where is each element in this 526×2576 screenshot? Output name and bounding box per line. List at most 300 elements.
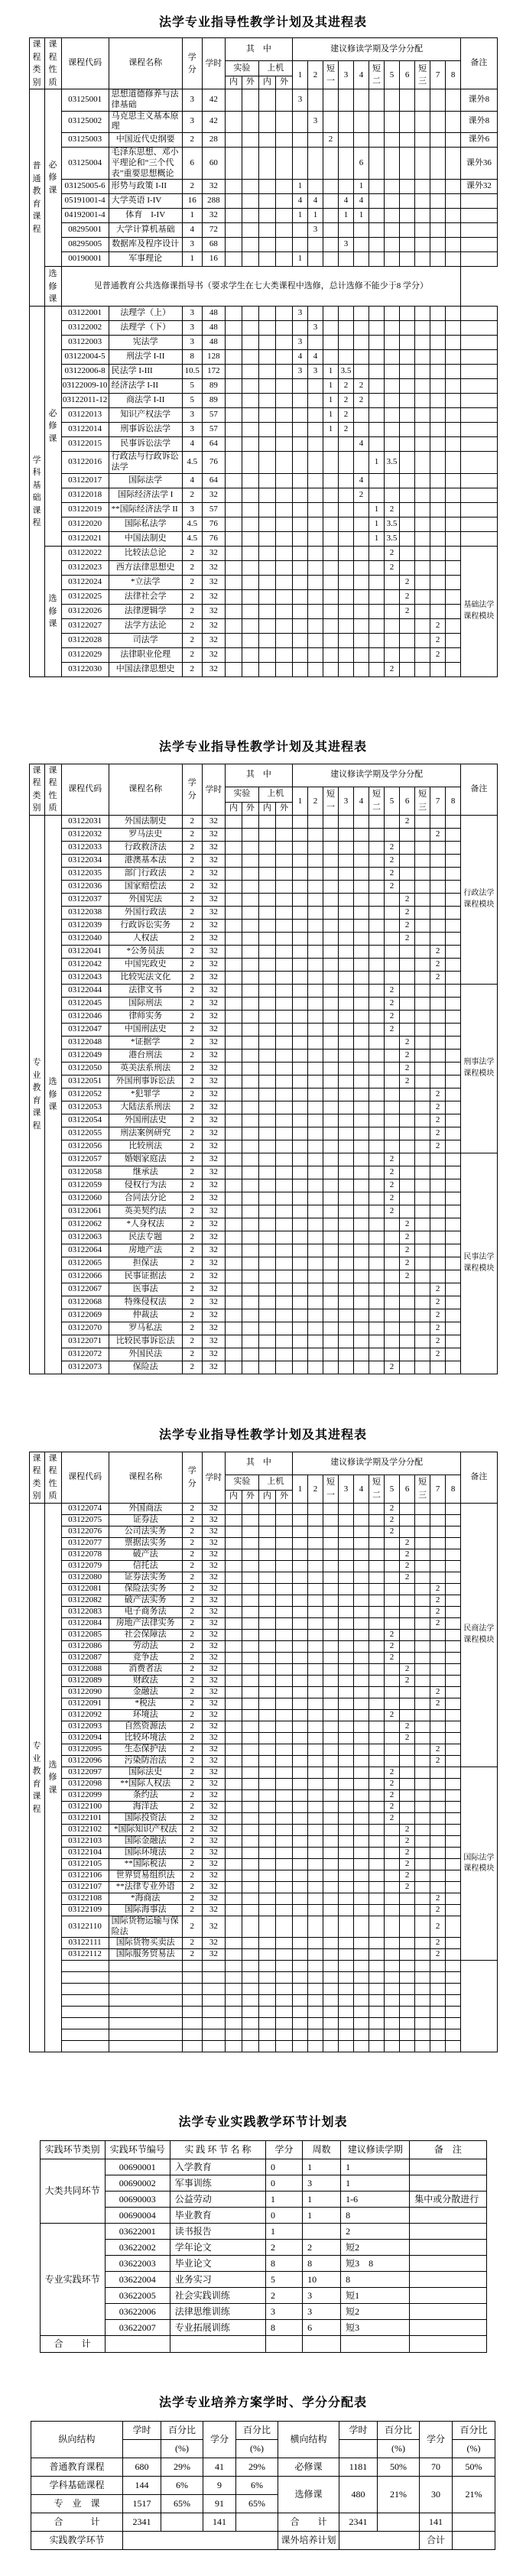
- among-cell: [242, 209, 258, 223]
- sem-credit: 2: [339, 394, 354, 408]
- among-cell: [225, 1205, 242, 1218]
- sem-credit: 1: [369, 531, 385, 546]
- alloc-cell: 1181: [339, 2458, 378, 2477]
- course-code: 08295001: [61, 223, 109, 238]
- sem-credit: [415, 1606, 430, 1617]
- sem-credit: [339, 647, 354, 662]
- among-cell: [225, 1835, 242, 1847]
- course-credits: [182, 1972, 202, 1984]
- alloc-total-cell: 2341: [123, 2513, 161, 2532]
- course-hours: 32: [202, 1767, 225, 1778]
- course-hours: 32: [202, 1744, 225, 1755]
- sem-credit: 2: [385, 1526, 400, 1537]
- sem-credit: [446, 1972, 461, 1984]
- sem-credit: 2: [430, 1893, 446, 1904]
- course-code: 03122083: [61, 1606, 109, 1617]
- course-code: [61, 1972, 109, 1984]
- among-cell: [258, 1652, 275, 1663]
- sem-credit: [292, 618, 307, 633]
- among-cell: [275, 1847, 292, 1858]
- sem-credit: [292, 1166, 307, 1179]
- sem-credit: [385, 1335, 400, 1348]
- sem-credit: [292, 1335, 307, 1348]
- among-cell: [242, 662, 258, 676]
- course-hours: 32: [202, 589, 225, 604]
- among-cell: [258, 1732, 275, 1744]
- sem-credit: [323, 1835, 338, 1847]
- sem-credit: [369, 1881, 385, 1893]
- sem-credit: [339, 437, 354, 452]
- sem-credit: [415, 1870, 430, 1881]
- practice-name: 法律思维训练: [170, 2304, 265, 2320]
- module-remark: 民事法学课程模块: [461, 1153, 497, 1374]
- sem-credit: [400, 133, 415, 148]
- sem-credit: [307, 958, 323, 971]
- sem-credit: [339, 180, 354, 194]
- header-sem-8: 6: [400, 1475, 415, 1503]
- among-cell: [225, 394, 242, 408]
- course-remark: [461, 209, 497, 223]
- sem-credit: [307, 2029, 323, 2041]
- sem-credit: [354, 1847, 369, 1858]
- sem-credit: [323, 1127, 338, 1140]
- sem-credit: [415, 880, 430, 893]
- among-cell: [242, 502, 258, 517]
- sem-credit: [385, 1283, 400, 1296]
- among-cell: [242, 1847, 258, 1858]
- sem-credit: [354, 1801, 369, 1812]
- course-name: [109, 2041, 182, 2052]
- sem-credit: [323, 209, 338, 223]
- course-code: 03122025: [61, 589, 109, 604]
- practice-total-cell: [265, 2336, 302, 2353]
- sem-credit: [369, 194, 385, 209]
- course-hours: 32: [202, 1192, 225, 1205]
- sem-credit: [369, 1088, 385, 1101]
- sem-credit: [354, 1335, 369, 1348]
- sem-credit: [292, 1686, 307, 1698]
- sem-credit: 2: [400, 575, 415, 589]
- sem-credit: [415, 194, 430, 209]
- among-cell: [275, 867, 292, 880]
- sem-credit: [415, 1218, 430, 1231]
- among-cell: [275, 971, 292, 984]
- course-hours: 32: [202, 1629, 225, 1640]
- sem-credit: [415, 1270, 430, 1283]
- course-row: [29, 1663, 497, 1675]
- sem-credit: [400, 1583, 415, 1595]
- sem-credit: [339, 932, 354, 945]
- sem-credit: [385, 2007, 400, 2018]
- course-code: 03122101: [61, 1812, 109, 1824]
- course-name: [109, 1961, 182, 1972]
- course-name: 法律社会学: [109, 589, 182, 604]
- sem-credit: 2: [385, 1023, 400, 1036]
- header-sem-11: 8: [446, 787, 461, 815]
- course-row: [29, 1916, 497, 1938]
- course-remark: [461, 423, 497, 437]
- sem-credit: [446, 1036, 461, 1049]
- sem-credit: [385, 1101, 400, 1114]
- among-cell: [275, 502, 292, 517]
- course-hours: 32: [202, 1617, 225, 1629]
- sem-credit: [292, 854, 307, 867]
- sem-credit: [415, 2018, 430, 2029]
- among-cell: [225, 932, 242, 945]
- sem-credit: [323, 1049, 338, 1062]
- course-row: [29, 1904, 497, 1916]
- sem-credit: [307, 133, 323, 148]
- sem-credit: [446, 1789, 461, 1801]
- sem-credit: [354, 945, 369, 958]
- among-cell: [225, 252, 242, 267]
- alloc-cell: 41: [203, 2458, 236, 2477]
- sem-credit: [385, 1140, 400, 1153]
- sem-credit: [369, 1049, 385, 1062]
- sem-credit: [400, 1010, 415, 1023]
- sem-credit: 4: [307, 194, 323, 209]
- sem-credit: [307, 1270, 323, 1283]
- course-hours: 32: [202, 647, 225, 662]
- course-row: [29, 89, 497, 112]
- sem-credit: [385, 1296, 400, 1309]
- among-cell: [258, 1778, 275, 1789]
- sem-credit: [323, 1335, 338, 1348]
- sem-credit: 2: [430, 828, 446, 841]
- course-code: 03122027: [61, 618, 109, 633]
- sem-credit: [292, 958, 307, 971]
- course-credits: 2: [182, 1166, 202, 1179]
- course-code: 03122033: [61, 841, 109, 854]
- course-nature-label: 选修课: [44, 546, 61, 676]
- sem-credit: [430, 604, 446, 618]
- among-cell: [275, 452, 292, 474]
- sem-credit: [292, 575, 307, 589]
- header-hours: 学时: [202, 764, 225, 815]
- sem-credit: [307, 932, 323, 945]
- among-cell: [225, 1778, 242, 1789]
- sem-credit: [415, 1675, 430, 1686]
- course-hours: 32: [202, 1205, 225, 1218]
- sem-credit: [415, 1767, 430, 1778]
- sem-credit: [292, 531, 307, 546]
- sem-credit: [385, 365, 400, 379]
- sem-credit: [369, 365, 385, 379]
- course-code: 03122103: [61, 1835, 109, 1847]
- sem-credit: [323, 1789, 338, 1801]
- sem-credit: [430, 906, 446, 919]
- among-cell: [258, 423, 275, 437]
- among-cell: [225, 841, 242, 854]
- sem-credit: [369, 1309, 385, 1322]
- among-cell: [242, 2041, 258, 2052]
- sem-credit: 1: [354, 180, 369, 194]
- sem-credit: [292, 1572, 307, 1583]
- course-hours: 32: [202, 633, 225, 647]
- sem-credit: [385, 307, 400, 321]
- sem-credit: [415, 502, 430, 517]
- sem-credit: [430, 89, 446, 112]
- practice-remark: 集中或分散进行: [410, 2192, 486, 2208]
- sem-credit: 2: [400, 815, 415, 828]
- sem-credit: [292, 111, 307, 133]
- sem-credit: [415, 423, 430, 437]
- sem-credit: 2: [339, 379, 354, 394]
- sem-credit: [415, 1858, 430, 1870]
- sem-credit: 2: [400, 1870, 415, 1881]
- sem-credit: 2: [385, 854, 400, 867]
- sem-credit: [446, 906, 461, 919]
- course-hours: [202, 2041, 225, 2052]
- sem-credit: [354, 408, 369, 423]
- among-cell: [275, 1617, 292, 1629]
- sem-credit: [292, 971, 307, 984]
- sem-credit: 3: [292, 365, 307, 379]
- sem-credit: [307, 1606, 323, 1617]
- course-hours: [202, 1995, 225, 2007]
- curriculum-table-3: [29, 1452, 498, 2053]
- among-cell: [225, 148, 242, 180]
- header-outside: 外: [242, 76, 258, 89]
- sem-credit: [307, 1257, 323, 1270]
- sem-credit: [307, 971, 323, 984]
- course-credits: 2: [182, 1709, 202, 1721]
- course-code: 03122073: [61, 1361, 109, 1374]
- among-cell: [258, 1755, 275, 1767]
- sem-credit: [339, 1218, 354, 1231]
- alloc-total-cell: 141: [203, 2513, 236, 2532]
- among-cell: [275, 437, 292, 452]
- among-cell: [258, 1663, 275, 1675]
- sem-credit: [430, 148, 446, 180]
- course-hours: 32: [202, 1824, 225, 1835]
- course-code: 03122050: [61, 1062, 109, 1075]
- course-name: 污染防治法: [109, 1755, 182, 1767]
- among-cell: [275, 893, 292, 906]
- among-cell: [225, 1309, 242, 1322]
- practice-weeks: 2: [303, 2240, 341, 2256]
- among-cell: [225, 1192, 242, 1205]
- sem-credit: [354, 1686, 369, 1698]
- sem-credit: [446, 502, 461, 517]
- sem-credit: [415, 1972, 430, 1984]
- sem-credit: 2: [385, 1503, 400, 1514]
- course-hours: 32: [202, 1335, 225, 1348]
- sem-credit: [446, 1938, 461, 1949]
- sem-credit: [339, 1114, 354, 1127]
- among-cell: [225, 589, 242, 604]
- sem-credit: [323, 1858, 338, 1870]
- course-credits: 4.5: [182, 452, 202, 474]
- sem-credit: 2: [430, 1114, 446, 1127]
- course-credits: 2: [182, 1205, 202, 1218]
- course-row: [29, 111, 497, 133]
- among-cell: [275, 1675, 292, 1686]
- among-cell: [225, 1153, 242, 1166]
- among-cell: [275, 589, 292, 604]
- sem-credit: [400, 618, 415, 633]
- sem-credit: [323, 2029, 338, 2041]
- sem-credit: 1: [323, 423, 338, 437]
- course-code: [61, 2018, 109, 2029]
- among-cell: [275, 932, 292, 945]
- course-hours: 32: [202, 1283, 225, 1296]
- among-cell: [275, 1949, 292, 1961]
- sem-credit: [339, 1036, 354, 1049]
- among-cell: [242, 531, 258, 546]
- course-hours: 172: [202, 365, 225, 379]
- sem-credit: [400, 1984, 415, 1995]
- sem-credit: [369, 1606, 385, 1617]
- course-code: 03122104: [61, 1847, 109, 1858]
- sem-credit: [323, 2018, 338, 2029]
- sem-credit: [354, 1789, 369, 1801]
- sem-credit: [354, 423, 369, 437]
- course-code: 03125004: [61, 148, 109, 180]
- alloc-header-blank: [339, 2440, 378, 2458]
- among-cell: [258, 1972, 275, 1984]
- sem-credit: [292, 633, 307, 647]
- sem-credit: [385, 1686, 400, 1698]
- practice-remark: [410, 2288, 486, 2304]
- sem-credit: [307, 1140, 323, 1153]
- course-hours: 32: [202, 841, 225, 854]
- course-credits: 2: [182, 1309, 202, 1322]
- module-remark: 基础法学课程模块: [461, 546, 497, 676]
- sem-credit: [446, 423, 461, 437]
- sem-credit: [323, 945, 338, 958]
- sem-credit: [430, 1972, 446, 1984]
- sem-credit: [339, 1640, 354, 1652]
- sem-credit: [323, 1663, 338, 1675]
- sem-credit: [339, 841, 354, 854]
- sem-credit: [446, 971, 461, 984]
- sem-credit: [354, 350, 369, 365]
- module-remark: 民商法学课程模块: [461, 1503, 497, 1767]
- sem-credit: [369, 238, 385, 252]
- sem-credit: [400, 1995, 415, 2007]
- sem-credit: [354, 575, 369, 589]
- sem-credit: [354, 1062, 369, 1075]
- course-row: [29, 560, 497, 575]
- sem-credit: [415, 828, 430, 841]
- course-name: 证券法: [109, 1514, 182, 1526]
- sem-credit: [446, 1114, 461, 1127]
- among-cell: [275, 2018, 292, 2029]
- among-cell: [225, 1652, 242, 1663]
- sem-credit: [446, 1778, 461, 1789]
- sem-credit: [400, 1127, 415, 1140]
- alloc-cell: 专 业 课: [31, 2495, 123, 2513]
- sem-credit: [339, 1309, 354, 1322]
- sem-credit: [369, 1640, 385, 1652]
- course-name: 数据库及程序设计: [109, 238, 182, 252]
- sem-credit: [369, 1503, 385, 1514]
- sem-credit: [307, 618, 323, 633]
- sem-credit: [369, 1023, 385, 1036]
- course-remark: 课外32: [461, 180, 497, 194]
- course-code: 04192001-4: [61, 209, 109, 223]
- course-row: [29, 647, 497, 662]
- alloc-cell: 普通教育课程: [31, 2458, 123, 2477]
- course-credits: [182, 2007, 202, 2018]
- among-cell: [242, 1205, 258, 1218]
- sem-credit: [385, 618, 400, 633]
- sem-credit: 3: [307, 321, 323, 336]
- course-hours: 16: [202, 252, 225, 267]
- among-cell: [275, 1153, 292, 1166]
- sem-credit: [307, 252, 323, 267]
- sem-credit: [446, 560, 461, 575]
- practice-row: [40, 2175, 486, 2192]
- sem-credit: [307, 906, 323, 919]
- sem-credit: [400, 828, 415, 841]
- sem-credit: [446, 488, 461, 502]
- sem-credit: [354, 1984, 369, 1995]
- course-row: [29, 1114, 497, 1127]
- among-cell: [225, 1698, 242, 1709]
- sem-credit: [415, 1778, 430, 1789]
- among-cell: [275, 1789, 292, 1801]
- course-hours: 48: [202, 336, 225, 350]
- sem-credit: [369, 209, 385, 223]
- course-row: [29, 148, 497, 180]
- among-cell: [258, 1583, 275, 1595]
- course-name: 民事证据法: [109, 1270, 182, 1283]
- sem-credit: [339, 1824, 354, 1835]
- among-cell: [225, 1062, 242, 1075]
- sem-credit: [354, 984, 369, 997]
- sem-credit: [400, 1812, 415, 1824]
- among-cell: [275, 828, 292, 841]
- sem-credit: [323, 1101, 338, 1114]
- sem-credit: [307, 1075, 323, 1088]
- practice-credits: 2: [265, 2288, 302, 2304]
- header-remark: 备注: [461, 764, 497, 815]
- sem-credit: [339, 89, 354, 112]
- course-code: 03122055: [61, 1127, 109, 1140]
- sem-credit: 2: [400, 1218, 415, 1231]
- curriculum-table-3-title: 法学专业指导性教学计划及其进程表: [158, 1428, 367, 1442]
- sem-credit: [354, 1767, 369, 1778]
- course-code: 03122059: [61, 1179, 109, 1192]
- sem-credit: [385, 1114, 400, 1127]
- sem-credit: [385, 1244, 400, 1257]
- among-cell: [242, 1961, 258, 1972]
- sem-credit: [292, 1361, 307, 1374]
- sem-credit: [339, 618, 354, 633]
- sem-credit: [323, 1675, 338, 1686]
- sem-credit: 2: [400, 1732, 415, 1744]
- sem-credit: [385, 828, 400, 841]
- among-cell: [258, 1812, 275, 1824]
- sem-credit: [339, 2007, 354, 2018]
- sem-credit: [339, 1789, 354, 1801]
- course-remark: 课外8: [461, 111, 497, 133]
- sem-credit: [292, 1583, 307, 1595]
- sem-credit: [354, 604, 369, 618]
- sem-credit: [307, 589, 323, 604]
- sem-credit: [400, 1949, 415, 1961]
- sem-credit: [369, 1335, 385, 1348]
- sem-credit: [339, 1549, 354, 1560]
- sem-credit: [446, 180, 461, 194]
- course-code: 05191001-4: [61, 194, 109, 209]
- alloc-header-pct: 百分比: [453, 2422, 495, 2440]
- sem-credit: [292, 2007, 307, 2018]
- sem-credit: [339, 1296, 354, 1309]
- alloc-header-pct-unit: (%): [453, 2440, 495, 2458]
